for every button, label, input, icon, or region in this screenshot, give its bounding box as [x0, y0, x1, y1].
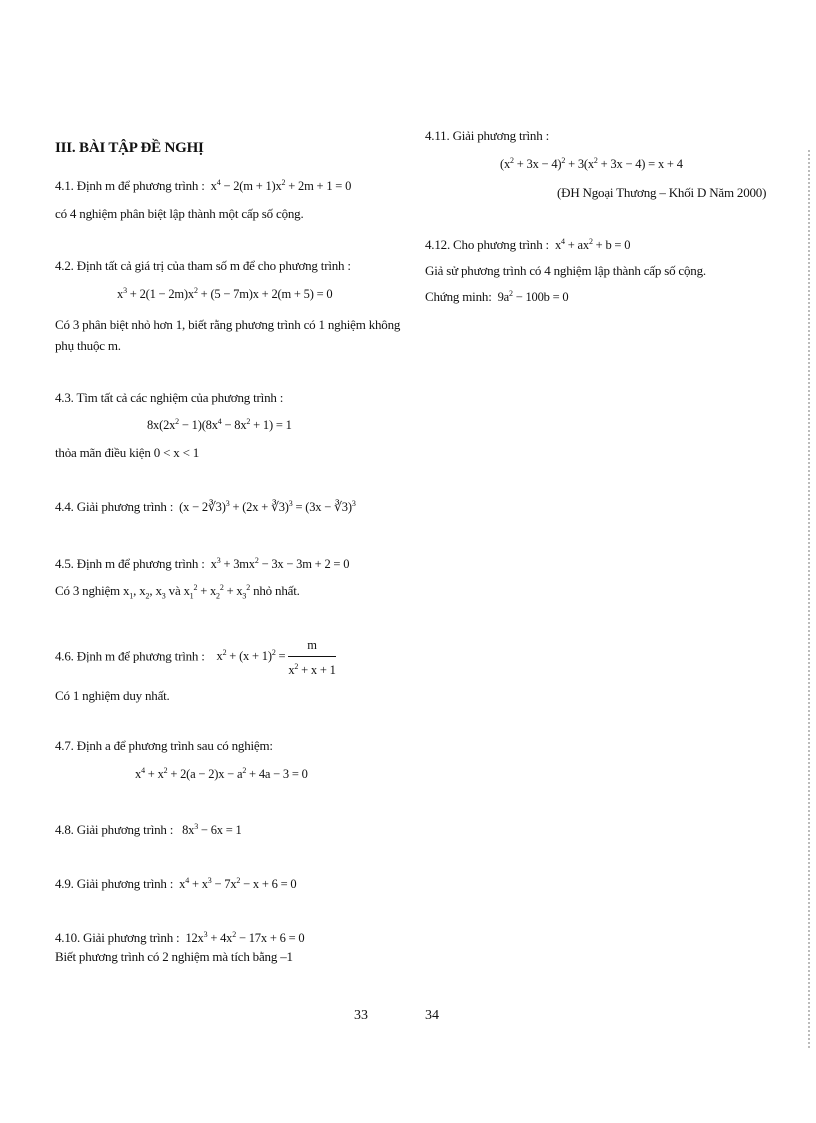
problem-4-8-label: 4.8. Giải phương trình :	[55, 822, 174, 837]
problem-4-1-label: 4.1. Định m để phương trình :	[55, 178, 205, 193]
problem-4-6-text: Có 1 nghiệm duy nhất.	[55, 688, 170, 703]
problem-4-5	[55, 556, 349, 572]
problem-4-11-source: (ĐH Ngoại Thương – Khối D Năm 2000)	[557, 185, 767, 200]
problem-4-2-text-cont: phụ thuộc m.	[55, 338, 121, 353]
problem-4-12-proof-label: Chứng minh:	[425, 289, 492, 304]
problem-4-12	[425, 237, 630, 253]
problem-4-1	[55, 178, 351, 194]
problem-4-9	[55, 876, 296, 892]
problem-4-11-label: 4.11. Giải phương trình :	[425, 128, 549, 143]
equation-4-9: $x^4 + x^3 - 7x^2 - x + 6 = 0$	[176, 875, 297, 891]
problem-4-4	[55, 499, 356, 515]
fraction-4-6-denominator: $x^2 + x + 1$	[288, 661, 336, 677]
equation-4-5: $x^3 + 3mx^2 - 3x - 3m + 2 = 0$	[207, 555, 350, 571]
page-edge-marks	[808, 150, 810, 1050]
problem-4-2-label: 4.2. Định tất cả giá trị của tham số m để cho phương trình :	[55, 258, 351, 273]
equation-4-10: $12x^3 + 4x^2 - 17x + 6 = 0$	[182, 929, 305, 945]
fraction-4-6-numerator: m	[307, 638, 317, 652]
equation-4-2: $x^3 + 2(1 - 2m)x^2 + (5 - 7m)x + 2(m + 5) = 0$	[117, 285, 333, 301]
problem-4-3-text: thỏa mãn điều kiện 0 < x < 1	[55, 445, 200, 460]
problem-4-5-text-c: nhỏ nhất.	[253, 583, 300, 598]
problem-4-4-label: 4.4. Giải phương trình :	[55, 499, 174, 514]
problem-4-7-label: 4.7. Định a để phương trình sau có nghiệm:	[55, 738, 273, 753]
problem-4-5-text-b: và	[168, 583, 181, 598]
equation-4-6: $x^2 + (x + 1)^2$ = $\frac{m}{x^2 + x + 1}$	[207, 638, 336, 677]
equation-4-8: $8x^3 - 6x = 1$	[176, 821, 242, 837]
page-number-right: 34	[425, 1008, 439, 1023]
fraction-4-6	[288, 636, 335, 679]
section-heading: III. BÀI TẬP ĐỀ NGHỊ	[55, 140, 204, 156]
equation-4-1: $x^4 - 2(m + 1)x^2 + 2m + 1 = 0$	[207, 177, 352, 193]
problem-4-8	[55, 822, 242, 838]
page-number-left: 33	[354, 1008, 368, 1023]
problem-4-9-label: 4.9. Giải phương trình :	[55, 876, 174, 891]
problem-4-3-label: 4.3. Tìm tất cả các nghiệm của phương trình :	[55, 390, 284, 405]
problem-4-5-label: 4.5. Định m để phương trình :	[55, 556, 205, 571]
equation-4-12-proof: $9a^2 - 100b = 0$	[494, 288, 569, 304]
problem-4-1-text: có 4 nghiệm phân biệt lập thành một cấp số cộng.	[55, 206, 304, 221]
equation-4-12: $x^4 + ax^2 + b = 0$	[552, 236, 631, 252]
problem-4-10	[55, 930, 304, 946]
problem-4-12-text: Giả sử phương trình có 4 nghiệm lập thành cấp số cộng.	[425, 263, 706, 278]
problem-4-12-proof	[425, 289, 568, 305]
problem-4-2-text: Có 3 phân biệt nhỏ hơn 1, biết rằng phương trình có 1 nghiệm không	[55, 317, 401, 332]
equation-4-3: $8x(2x^2 - 1)(8x^4 - 8x^2 + 1) = 1$	[147, 416, 292, 432]
equation-4-5-sum: $x_1^2 + x_2^2 + x_3^2$	[183, 582, 251, 601]
equation-4-4: (x − 2∛3)$^3$ + (2x + ∛3)$^3$ = (3x − ∛3)$^3$	[176, 498, 356, 514]
equation-4-7: $x^4 + x^2 + 2(a - 2)x - a^2 + 4a - 3 = 0$	[135, 765, 308, 781]
problem-4-12-label: 4.12. Cho phương trình :	[425, 237, 549, 252]
problem-4-6	[55, 636, 336, 679]
equation-4-11: $(x^2 + 3x - 4)^2 + 3(x^2 + 3x - 4) = x + 4$	[500, 155, 683, 171]
problem-4-6-label: 4.6. Định m để phương trình :	[55, 648, 205, 664]
problem-4-5-text-a: Có 3 nghiệm x	[55, 583, 130, 598]
problem-4-5-text: Có 3 nghiệm $x_1$, $x_2$, $x_3$ và $x_1^2 + x_2^2 + x_3^2$ nhỏ nhất.	[55, 582, 300, 601]
problem-4-10-label: 4.10. Giải phương trình :	[55, 930, 180, 945]
problem-4-10-text: Biết phương trình có 2 nghiệm mà tích bằng –1	[55, 949, 293, 964]
